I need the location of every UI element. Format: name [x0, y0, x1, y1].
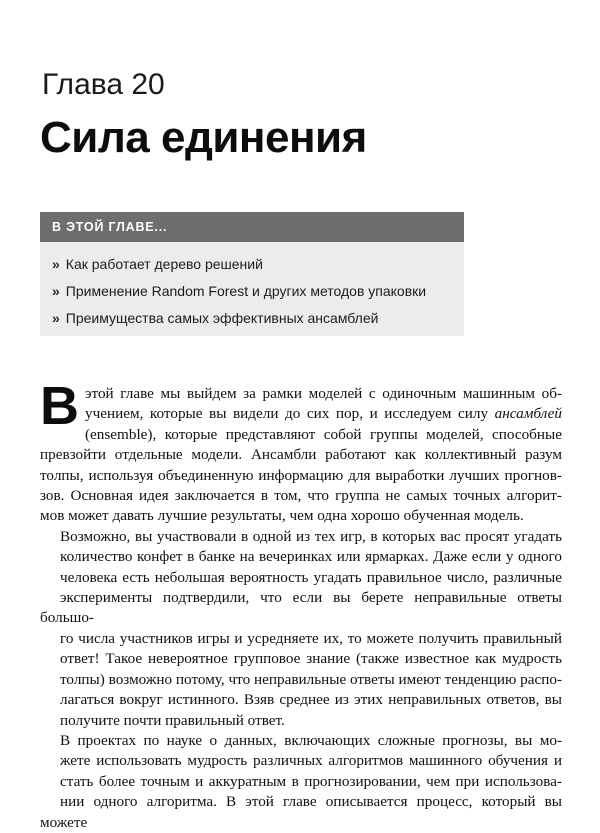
text-line: ответ! Такое невероятное групповое знание (также известное как мудрость — [60, 650, 562, 668]
emphasized-term: ансамблей — [494, 405, 562, 423]
text-line — [40, 404, 562, 424]
topic-text: Преимущества самых эффективных ансамблей — [65, 310, 379, 326]
in-this-chapter-box — [40, 212, 464, 336]
text-line: Возможно, вы участвовали в одной из тех игр, в которых вас просят угадать — [60, 527, 562, 545]
chapter-title: Сила единения — [40, 113, 367, 162]
topic-item — [52, 278, 464, 305]
text-line: эксперименты подтвердили, что если вы берете неправильные ответы большо- — [40, 589, 562, 627]
chapter-number: Глава 20 — [42, 68, 165, 101]
text-line: мов может давать лучшие результаты, чем одна хорошо обученная модель. — [40, 507, 524, 525]
topic-text: Как работает дерево решений — [65, 256, 263, 272]
topic-list — [40, 242, 464, 332]
text-line: превзойти отдельные модели. Ансамбли работают как коллективный разум — [40, 446, 562, 464]
text-line: В проектах по науке о данных, включающих сложные прогнозы, вы мо- — [60, 731, 562, 749]
topic-item — [52, 251, 464, 278]
drop-cap: В — [40, 376, 79, 436]
text-run: учением, которые вы видели до сих пор, и исследуем силу — [85, 405, 495, 423]
text-line: количество конфет в банке на вечеринках или ярмарках. Даже если у одного — [60, 548, 562, 566]
box-header: В ЭТОЙ ГЛАВЕ... — [40, 212, 464, 242]
body-text — [40, 376, 562, 833]
bullet-arrow-icon: » — [52, 310, 60, 326]
text-line: толпы) возможно потому, что неправильные ответы имеют тенденцию распо- — [60, 670, 562, 688]
topic-item — [52, 305, 464, 332]
text-line: зов. Основная идея заключается в том, что группа не самых точных алгорит- — [40, 487, 562, 505]
text-line: этой главе мы выйдем за рамки моделей с одиночным машинным об- — [85, 385, 562, 402]
paragraph-1 — [40, 376, 562, 527]
text-line: го числа участников игры и усредняете их, то можете получить правильный — [60, 629, 562, 647]
paragraph-2 — [40, 527, 562, 731]
topic-text: Применение Random Forest и других методов упаковки — [65, 283, 427, 299]
paragraph-3 — [40, 731, 562, 833]
text-line: нии одного алгоритма. В этой главе описывается процесс, который вы можете — [40, 793, 562, 831]
text-line: человека есть небольшая вероятность угадать правильное число, различные — [60, 568, 562, 586]
text-line: лагаться вокруг истинного. Взяв среднее из этих неправильных ответов, вы — [60, 691, 562, 709]
text-line: (ensemble), которые представляют собой группы моделей, способные — [85, 425, 562, 443]
text-line: жете использовать мудрость различных алгоритмов машинного обучения и — [60, 752, 562, 770]
text-line: толпы, используя объединенную информацию для выработки лучших прогнов- — [40, 466, 562, 484]
bullet-arrow-icon: » — [52, 256, 60, 272]
bullet-arrow-icon: » — [52, 283, 60, 299]
text-line: стать более точным и аккуратным в прогнозировании, чем при использова- — [60, 772, 562, 790]
text-line: получите почти правильный ответ. — [60, 711, 285, 729]
